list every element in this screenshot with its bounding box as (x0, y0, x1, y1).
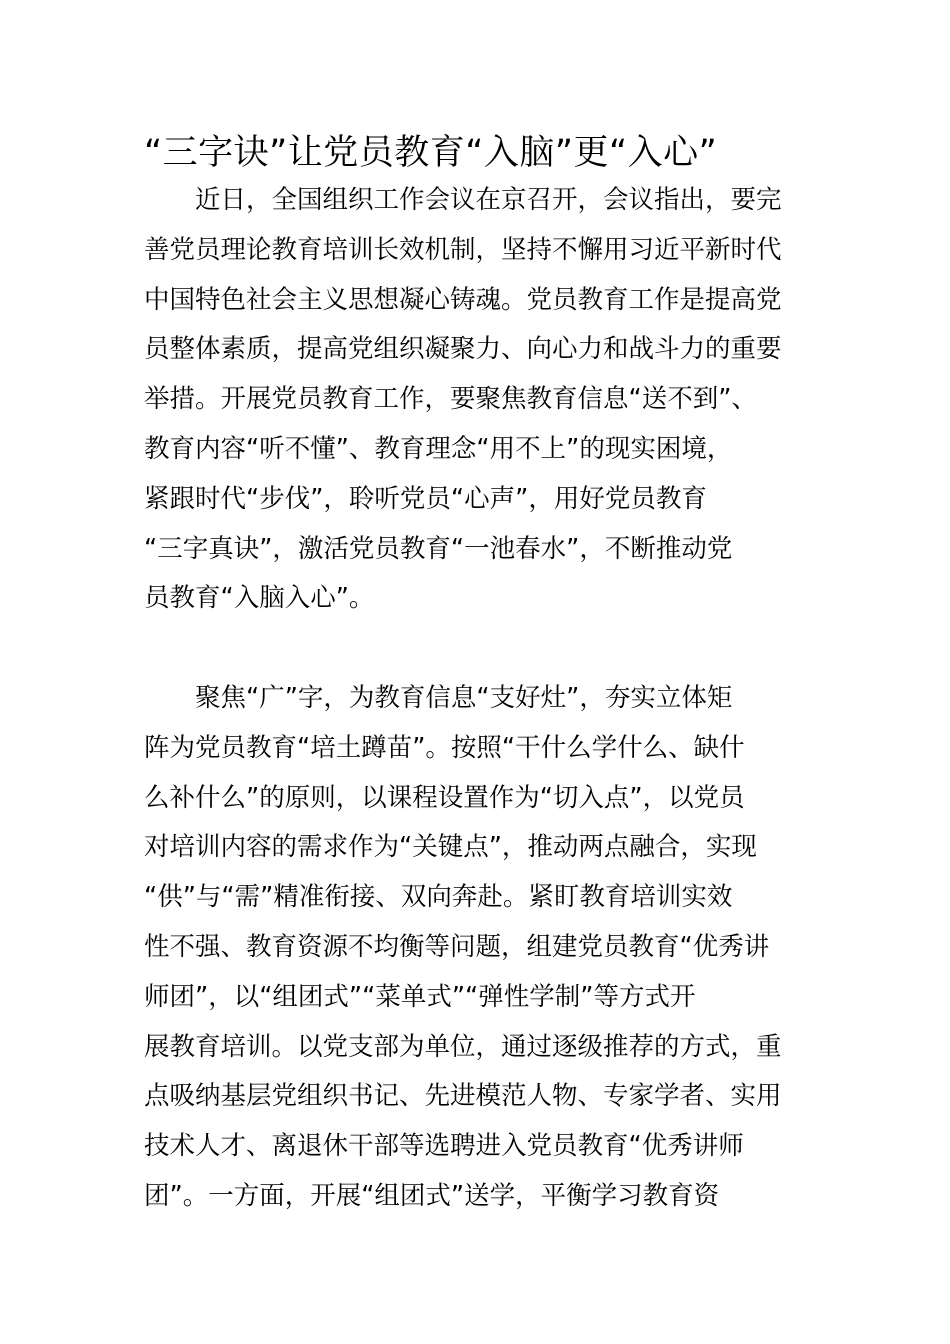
text-line: 师团”，以“组团式”“菜单式”“弹性学制”等方式开 (144, 981, 696, 1012)
text-line: 对培训内容的需求作为“关键点”，推动两点融合，实现 (144, 832, 757, 863)
text-line: 聚焦“广”字，为教育信息“支好灶”，夯实立体矩 (144, 683, 733, 713)
text-line: 紧跟时代“步伐”，聆听党员“心声”，用好党员教育 (144, 483, 707, 514)
text-line: 展教育培训。以党支部为单位，通过逐级推荐的方式，重 (144, 1031, 782, 1062)
paragraph-guang (144, 674, 814, 1222)
text-line: 么补什么”的原则，以课程设置作为“切入点”，以党员 (144, 782, 745, 813)
text-line: 近日，全国组织工作会议在京召开，会议指出，要完 (144, 185, 782, 215)
text-line: 员整体素质，提高党组织凝聚力、向心力和战斗力的重要 (144, 334, 782, 365)
text-line: “三字真诀”，激活党员教育“一池春水”，不断推动党 (144, 533, 733, 564)
paragraph-intro (144, 176, 814, 624)
text-line: “供”与“需”精准衔接、双向奔赴。紧盯教育培训实效 (144, 882, 733, 913)
text-line: 教育内容“听不懂”、教育理念“用不上”的现实困境， (144, 433, 733, 464)
text-line: 技术人才、离退休干部等选聘进入党员教育“优秀讲师 (144, 1131, 744, 1162)
text-line: 中国特色社会主义思想凝心铸魂。党员教育工作是提高党 (144, 284, 782, 315)
text-line: 点吸纳基层党组织书记、先进模范人物、专家学者、实用 (144, 1081, 782, 1112)
text-line: 员教育“入脑入心”。 (144, 583, 375, 614)
document-title: “三字诀”让党员教育“入脑”更“入心” (144, 133, 718, 173)
text-line: 性不强、教育资源不均衡等问题，组建党员教育“优秀讲 (144, 931, 770, 962)
text-line: 善党员理论教育培训长效机制，坚持不懈用习近平新时代 (144, 234, 782, 265)
text-line: 阵为党员教育“培土蹲苗”。按照“干什么学什么、缺什 (144, 732, 745, 763)
text-line: 举措。开展党员教育工作，要聚焦教育信息“送不到”、 (144, 384, 757, 415)
text-line: 团”。一方面，开展“组团式”送学，平衡学习教育资 (144, 1180, 720, 1211)
